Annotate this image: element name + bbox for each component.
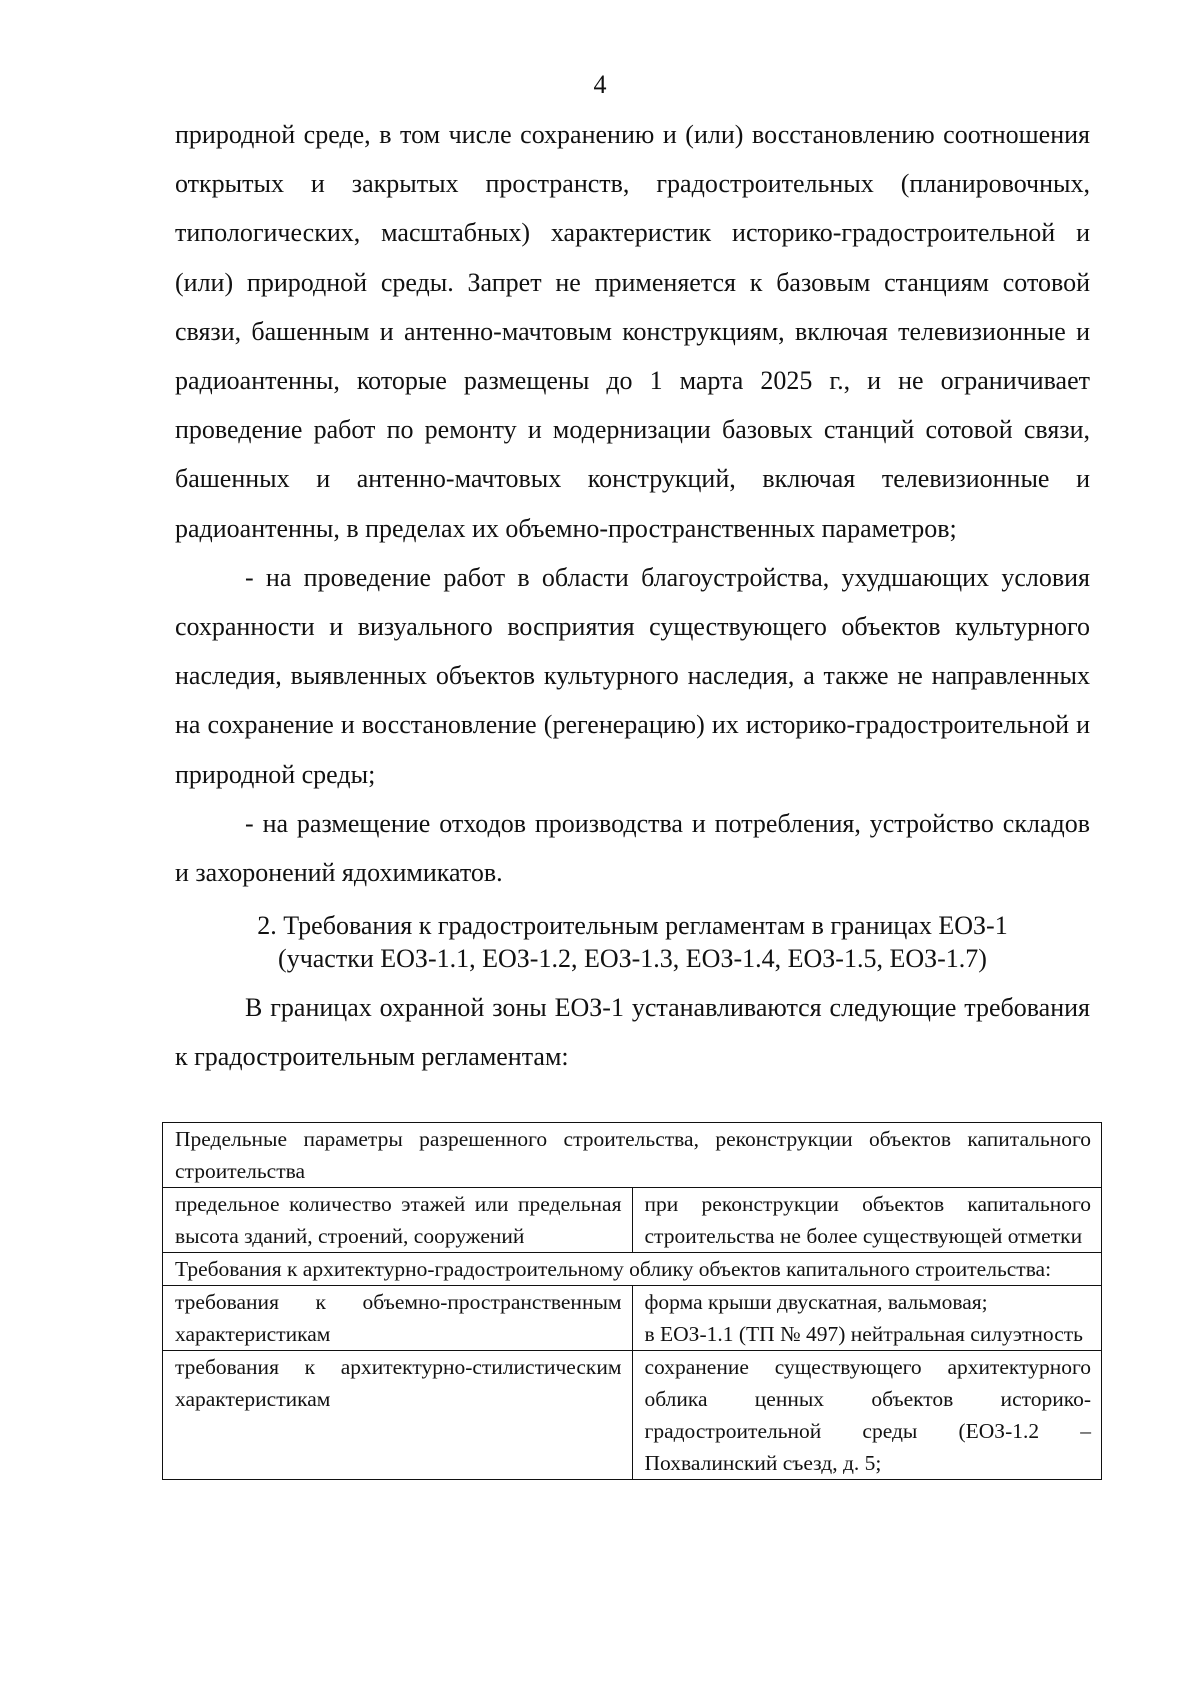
section-heading-line2: (участки ЕОЗ-1.1, ЕОЗ-1.2, ЕОЗ-1.3, ЕОЗ-1.4, ЕОЗ-1.5, ЕОЗ-1.7) — [278, 944, 987, 974]
table-cell-value: сохранение существующего архитектурного облика ценных объектов историко-градостроительной среды (ЕОЗ-1.2 – Похвалинский съезд, д. 5; — [632, 1351, 1102, 1480]
section-heading-line1: 2. Требования к градостроительным регламентам в границах ЕОЗ-1 — [257, 911, 1008, 941]
table-cell-param: требования к архитектурно-стилистическим характеристикам — [163, 1351, 633, 1480]
paragraph-continuation: природной среде, в том числе сохранению и (или) восстановлению соотношения открытых и закрытых пространств, градостроительных (планировочных, типологических, масштабных) характеристик историко-градостроительной и (или) природной среды. Запрет не применяется к базовым станциям сотовой связи, башенным и антенно-мачтовым конструкциям, включая телевизионные и радиоантенны, которые размещены до 1 марта 2025 г., и не ограничивает проведение работ по ремонту и модернизации базовых станций сотовой связи, башенных и антенно-мачтовых конструкций, включая телевизионные и радиоантенны, в пределах их объемно-пространственных параметров; — [175, 120, 1090, 543]
table-cell-value-line: форма крыши двускатная, вальмовая; — [644, 1290, 988, 1314]
paragraph-landscaping-ban: - на проведение работ в области благоустройства, ухудшающих условия сохранности и визуального восприятия существующего объектов культурного наследия, выявленных объектов культурного наследия, а также не направленных на сохранение и восстановление (регенерацию) их историко-градостроительной и природной среды; — [175, 562, 1090, 789]
table-cell-param: требования к объемно-пространственным характеристикам — [163, 1286, 633, 1351]
table-row — [163, 1123, 1102, 1188]
regulations-table — [162, 1122, 1102, 1480]
table-row — [163, 1253, 1102, 1286]
table-cell-value-line: в ЕОЗ-1.1 (ТП № 497) нейтральная силуэтность — [644, 1322, 1083, 1346]
table-cell-value — [632, 1286, 1102, 1351]
paragraph-waste-ban: - на размещение отходов производства и потребления, устройство складов и захоронений ядохимикатов. — [175, 808, 1090, 888]
paragraph-intro: В границах охранной зоны ЕОЗ-1 устанавливаются следующие требования к градостроительным регламентам: — [175, 993, 1090, 1072]
table-row — [163, 1188, 1102, 1253]
table-header-cell-parameters: Предельные параметры разрешенного строительства, реконструкции объектов капитального строительства — [163, 1123, 1102, 1188]
page-number: 4 — [593, 70, 607, 99]
section-heading — [175, 909, 1090, 975]
document-body — [175, 110, 1090, 1082]
table-row — [163, 1351, 1102, 1480]
table-cell-param: предельное количество этажей или предельная высота зданий, строений, сооружений — [163, 1188, 633, 1253]
table-header-cell-appearance: Требования к архитектурно-градостроительному облику объектов капитального строительства: — [163, 1253, 1102, 1286]
table-cell-value: при реконструкции объектов капитального строительства не более существующей отметки — [632, 1188, 1102, 1253]
table-row — [163, 1286, 1102, 1351]
